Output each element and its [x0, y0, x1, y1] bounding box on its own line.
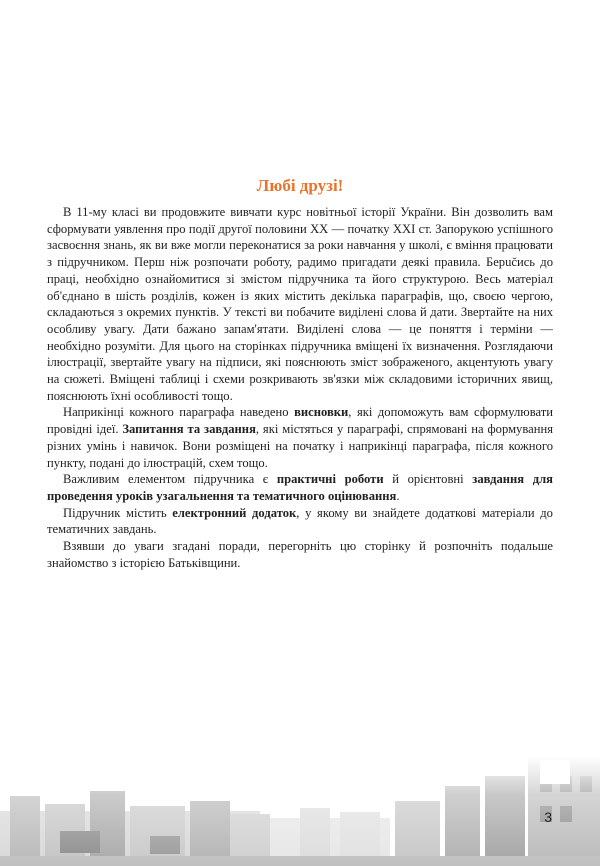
text-segment: , які допоможуть вам сформулювати провідні ідеї. [47, 405, 553, 437]
text-segment: Наприкінці кожного параграфа наведено [63, 405, 295, 420]
text-segment: Взявши до уваги згадані поради, перегорніть цю сторінку й розпочніть подальше знайомство з історією Батьківщини. [47, 539, 553, 570]
text-segment: . [396, 488, 400, 503]
text-segment: , які містяться у параграфі, спрямовані на формування різних умінь і навичок. Вони розміщені на початку і наприкінці параграфа, після кожного пункту, подані до ілюстрацій, схем тощо. [47, 422, 553, 470]
paragraph [47, 471, 553, 504]
page-number: 3 [544, 809, 552, 825]
paragraph [47, 404, 553, 471]
text-segment: Важливим елементом підручника є [63, 472, 277, 487]
page-title: Любі друзі! [256, 176, 344, 195]
text-segment: Підручник містить [63, 505, 173, 520]
bold-term: практичні роботи [276, 472, 384, 487]
text-segment: , у якому ви знайдете додаткові матеріали до тематичних завдань. [47, 505, 553, 537]
bold-term: завдання для проведення уроків узагальнення та тематичного оцінювання [47, 472, 553, 503]
bold-term: висновки [294, 405, 349, 420]
bold-term: електронний додаток [172, 505, 297, 520]
paragraph [47, 204, 553, 404]
text-segment: й орієнтовні [383, 472, 473, 487]
intro-text [47, 204, 553, 571]
text-segment: В 11-му класі ви продовжите вивчати курс новітньої історії України. Він дозволить вам сформувати уявлення про події другої половини XX — початку XXI ст. Запорукою успішного засвоєння знань, як ви вже могли переконатися за роки навчання у школі, є вміння працювати з підручником. Перш ніж розпочати роботу, радимо пригадати деякі правила. Берučись до праці, необхідно ознайомитися зі змістом підручника та його структурою. Весь матеріал об'єднано в шість розділів, кожен із яких містить декілька параграфів, що, своєю чергою, складаються з окремих пунктів. У тексті ви побачите виділені слова й дати. Звертайте на них особливу увагу. Дати бажано запам'ятати. Виділені слова — це поняття і терміни — необхідно розуміти. Для цього на сторінках підручника вміщені їх визначення. Розглядаючи ілюстрації, звертайте увагу на підписи, які пояснюють зміст зображеного, акцентують увагу на сюжеті. Вміщені таблиці і схеми розкривають зв'язки між складовими історичних явищ, пояснюють їхні особливості тощо. [47, 205, 553, 403]
paragraph [47, 538, 553, 571]
paragraph [47, 505, 553, 538]
bold-term: Запитання та завдання [122, 422, 256, 437]
city-street-illustration [0, 756, 600, 866]
